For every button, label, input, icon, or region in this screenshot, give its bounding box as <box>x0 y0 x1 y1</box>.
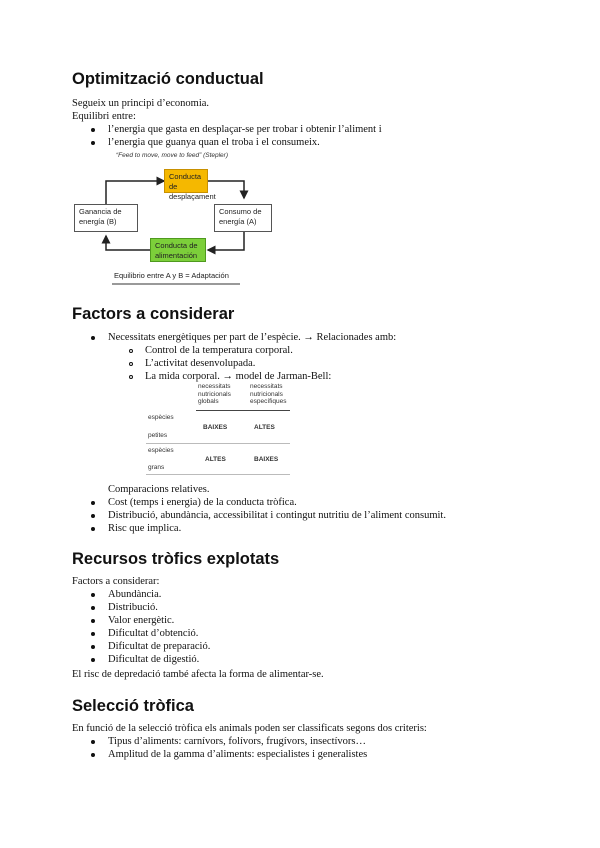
table-header-col1: necessitats nutricionals globals <box>198 383 231 405</box>
table-divider <box>146 474 290 475</box>
sub-list-item: La mida corporal. → model de Jarman-Bell: <box>145 371 332 382</box>
bullet-icon <box>91 527 95 531</box>
paragraph: Comparacions relatives. <box>108 484 210 495</box>
section-title-recursos: Recursos tròfics explotats <box>72 550 280 568</box>
box-consumo-energia: Consumo de energía (A) <box>214 204 272 232</box>
list-item: Cost (temps i energia) de la conducta tròfica. <box>108 497 297 508</box>
circle-bullet-icon <box>129 375 133 379</box>
list-item: l’energia que gasta en desplaçar-se per trobar i obtenir l’aliment i <box>108 124 382 135</box>
bullet-icon <box>91 619 95 623</box>
sub-list-item: Control de la temperatura corporal. <box>145 345 293 356</box>
bullet-icon <box>91 606 95 610</box>
bullet-icon <box>91 514 95 518</box>
list-item: Distribució, abundància, accessibilitat i contingut nutritiu de l’aliment consumit. <box>108 510 446 521</box>
bullet-icon <box>91 753 95 757</box>
bullet-icon <box>91 336 95 340</box>
table-row-label: espècies <box>148 414 174 421</box>
diagram-arrows <box>0 0 600 300</box>
table-row-label: petites <box>148 432 168 439</box>
table-row-label: espècies <box>148 447 174 454</box>
section-title-optimitzacio: Optimització conductual <box>72 70 264 88</box>
bullet-icon <box>91 632 95 636</box>
list-item: Tipus d’aliments: carnívors, folívors, frugívors, insectívors… <box>108 736 367 747</box>
list-item: Abundància. <box>108 589 162 600</box>
bullet-icon <box>91 593 95 597</box>
table-cell: ALTES <box>205 456 226 463</box>
section-title-factors: Factors a considerar <box>72 305 235 323</box>
table-divider <box>146 443 290 444</box>
list-item: Dificultat de digestió. <box>108 654 200 665</box>
list-item: Valor energètic. <box>108 615 175 626</box>
list-item: Distribució. <box>108 602 158 613</box>
bullet-icon <box>91 740 95 744</box>
paragraph: Factors a considerar: <box>72 576 160 587</box>
table-cell: BAIXES <box>254 456 279 463</box>
box-conducta-alimentacion: Conducta de alimentación <box>150 238 206 262</box>
bullet-icon <box>91 658 95 662</box>
list-item: Risc que implica. <box>108 523 182 534</box>
list-item: l’energia que guanya quan el troba i el consumeix. <box>108 137 320 148</box>
circle-bullet-icon <box>129 349 133 353</box>
table-cell: ALTES <box>254 424 275 431</box>
paragraph: Equilibri entre: <box>72 111 136 122</box>
list-item: Dificultat de preparació. <box>108 641 211 652</box>
circle-bullet-icon <box>129 362 133 366</box>
list-item: Dificultat d’obtenció. <box>108 628 199 639</box>
table-header-col2: necessitats nutricionals específiques <box>250 383 287 405</box>
list-item: Necessitats energètiques per part de l’espècie. → Relacionades amb: <box>108 332 397 343</box>
quote: “Feed to move, move to feed” (Stepler) <box>116 152 228 159</box>
box-ganancia-energia: Ganancia de energía (B) <box>74 204 138 232</box>
paragraph: El risc de depredació també afecta la forma de alimentar-se. <box>72 669 324 680</box>
paragraph: Segueix un principi d’economia. <box>72 98 210 109</box>
diagram-footer: Equilibrio entre A y B = Adaptación <box>114 271 229 280</box>
paragraph: En funció de la selecció tròfica els animals poden ser classificats segons dos criteris: <box>72 723 427 734</box>
section-title-seleccio: Selecció tròfica <box>72 697 194 715</box>
sub-list-item: L’activitat desenvolupada. <box>145 358 256 369</box>
table-cell: BAIXES <box>203 424 228 431</box>
table-divider <box>196 410 290 411</box>
box-conducta-desplazamiento: Conducta de desplaçament <box>164 169 208 193</box>
bullet-icon <box>91 645 95 649</box>
list-item: Amplitud de la gamma d’aliments: especialistes i generalistes <box>108 749 368 760</box>
bullet-icon <box>91 501 95 505</box>
table-row-label: grans <box>148 464 165 471</box>
